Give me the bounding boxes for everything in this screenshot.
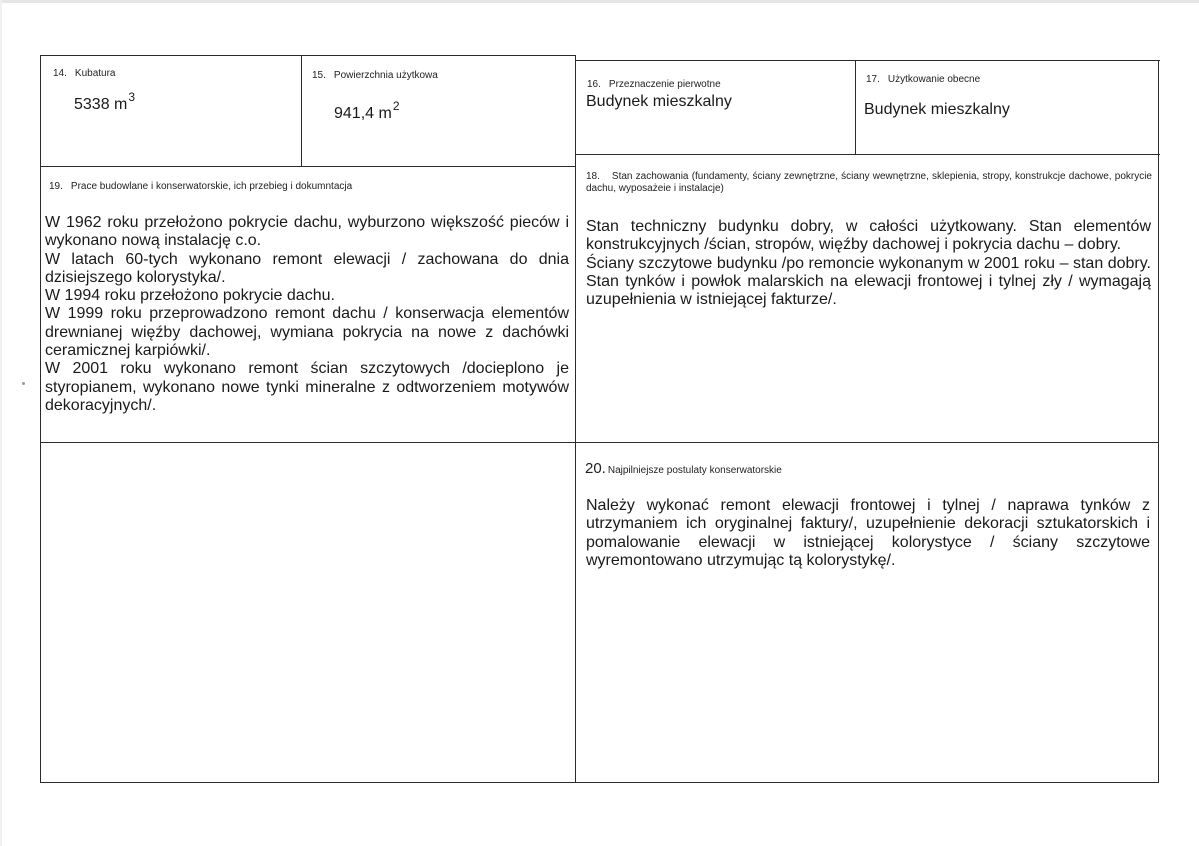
field-14-value-text: 5338 m xyxy=(74,96,128,113)
field-20-text xyxy=(586,497,1150,570)
field-15-value xyxy=(334,99,400,123)
field-15-label xyxy=(312,70,438,81)
field-18-paragraph: Ściany szczytowe budynku /po remoncie wykonanym w 2001 roku – stan dobry. Stan tynków i powłok malarskich na elewacji frontowej i tylnej zły / wymagają uzupełnienia w istniejącej fakturze/. xyxy=(586,254,1151,309)
field-17-value: Budynek mieszkalny xyxy=(864,101,1010,118)
field-19-label xyxy=(49,181,352,192)
rule-top-left xyxy=(40,55,576,56)
field-18-title: Stan zachowania (fundamenty, ściany zewnętrzne, ściany wewnętrzne, sklepienia, stropy, konstrukcje dachowe, pokrycie dachu, wyposażeie i instalacje) xyxy=(586,171,1152,194)
field-19-title: Prace budowlane i konserwatorskie, ich przebieg i dokumntacja xyxy=(70,181,353,192)
rule-bottom xyxy=(40,782,1159,783)
rule-row1-bottom-right xyxy=(576,154,1160,155)
field-19-paragraph: W latach 60-tych wykonano remont elewacji / zachowana do dnia dzisiejszego kolorystyka/. xyxy=(45,250,569,286)
rule-f16-f17 xyxy=(855,60,856,155)
field-20-title: Najpilniejsze postulaty konserwatorskie xyxy=(607,465,782,476)
field-18-paragraph: Stan techniczny budynku dobry, w całości użytkowany. Stan elementów konstrukcyjnych /ścian, stropów, więźby dachowej i pokrycia dachu – dobry. xyxy=(586,218,1151,254)
field-14-unit-exponent: 3 xyxy=(128,90,136,104)
field-20-number: 20. xyxy=(585,460,606,477)
field-19-paragraph: W 1999 roku przeprowadzono remont dachu / konserwacja elementów drewnianej więźby dachowej, wymiana pokrycia na nowe z dachówki ceramicznej karpiówki/. xyxy=(45,305,569,360)
rule-center xyxy=(575,55,576,783)
rule-top-right xyxy=(576,60,1160,61)
field-17-label xyxy=(866,74,980,85)
field-19-paragraph: W 1962 roku przełożono pokrycie dachu, wyburzono większość pieców i wykonano nową instalację c.o. xyxy=(45,214,569,250)
rule-row1-bottom-left xyxy=(40,166,576,167)
field-18-label xyxy=(586,171,1152,194)
field-19-number: 19. xyxy=(49,181,63,192)
rule-f14-f15 xyxy=(301,55,302,167)
field-16-value: Budynek mieszkalny xyxy=(586,93,732,110)
field-17-number: 17. xyxy=(866,74,880,85)
rule-right xyxy=(1158,60,1159,783)
field-14-value xyxy=(74,90,136,114)
rule-f19-text-bottom xyxy=(40,442,576,443)
field-14-title: Kubatura xyxy=(74,68,116,79)
field-16-number: 16. xyxy=(587,79,601,90)
field-15-unit-exponent: 2 xyxy=(392,99,400,113)
field-19-paragraph: W 2001 roku wykonano remont ścian szczytowych /docieplono je styropianem, wykonano nowe tynki mineralne z odtworzeniem motywów dekoracyjnych/. xyxy=(45,360,569,414)
field-14-label xyxy=(53,68,116,79)
field-15-value-text: 941,4 m xyxy=(334,105,392,122)
field-14-number: 14. xyxy=(53,68,67,79)
field-18-number: 18. xyxy=(586,171,600,182)
field-15-title: Powierzchnia użytkowa xyxy=(333,70,438,81)
rule-f18-bottom xyxy=(576,442,1158,443)
field-20-label xyxy=(585,460,782,478)
field-15-number: 15. xyxy=(312,70,326,81)
field-16-label xyxy=(587,79,721,90)
field-20-paragraph: Należy wykonać remont elewacji frontowej i tylnej / naprawa tynków z utrzymaniem ich oryginalnej faktury/, uzupełnienie dekoracji sztukatorskich i pomalowanie elewacji w istniejącej kolorystyce / ściany szczytowe wyremontowano utrzymując tą kolorystykę/. xyxy=(586,497,1150,569)
rule-left xyxy=(40,55,41,783)
field-19-text xyxy=(45,214,569,415)
field-17-title: Użytkowanie obecne xyxy=(887,74,981,85)
field-18-text xyxy=(586,218,1151,309)
field-19-paragraph: W 1994 roku przełożono pokrycie dachu. xyxy=(45,287,335,305)
field-16-title: Przeznaczenie pierwotne xyxy=(608,79,721,90)
